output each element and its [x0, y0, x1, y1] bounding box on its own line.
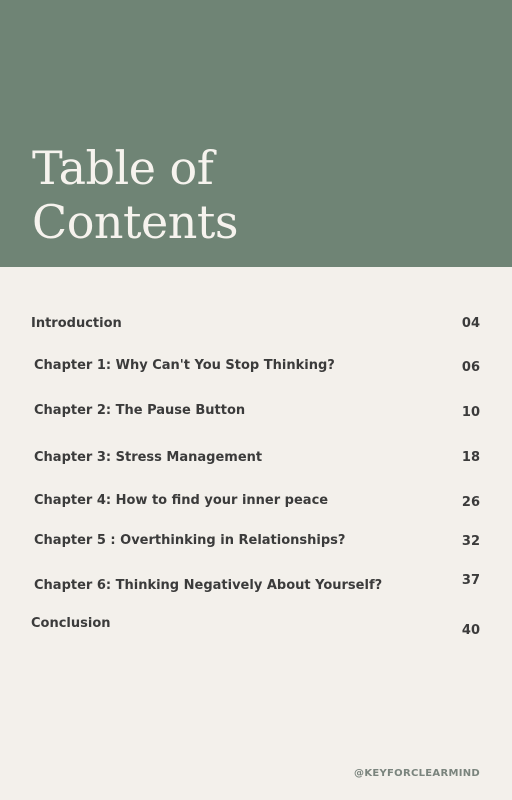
- toc-item-chapter-2[interactable]: [0, 403, 512, 423]
- toc-item-label: Conclusion: [31, 616, 111, 631]
- toc-item-label: Chapter 4: How to find your inner peace: [34, 493, 329, 508]
- toc-item-label: Chapter 5 : Overthinking in Relationships?: [34, 533, 346, 548]
- title-line-2: Contents: [32, 195, 238, 249]
- toc-item-page: 06: [461, 360, 480, 375]
- toc-item-introduction[interactable]: [0, 315, 512, 335]
- toc-item-chapter-5[interactable]: [0, 533, 512, 553]
- toc-item-page: 26: [461, 495, 480, 510]
- toc-item-chapter-3[interactable]: [0, 450, 512, 470]
- page-title: [32, 141, 238, 249]
- toc-item-label: Chapter 6: Thinking Negatively About Yourself?: [34, 578, 383, 593]
- toc-item-conclusion[interactable]: [0, 616, 512, 636]
- toc-item-label: Chapter 2: The Pause Button: [34, 403, 246, 418]
- toc-item-label: Introduction: [31, 316, 122, 331]
- toc-item-page: 10: [461, 405, 480, 420]
- toc-item-label: Chapter 1: Why Can't You Stop Thinking?: [34, 358, 335, 373]
- toc-item-page: 37: [461, 573, 480, 588]
- title-line-1: Table of: [32, 141, 214, 195]
- footer-handle: @KEYFORCLEARMIND: [354, 768, 480, 779]
- toc-item-page: 04: [461, 316, 480, 331]
- toc-item-chapter-4[interactable]: [0, 493, 512, 513]
- toc-item-page: 40: [461, 623, 480, 638]
- toc-item-label: Chapter 3: Stress Management: [34, 450, 263, 465]
- toc-item-page: 18: [461, 450, 480, 465]
- header-banner: [0, 0, 512, 267]
- toc-item-page: 32: [461, 534, 480, 549]
- toc-item-chapter-6[interactable]: [0, 573, 512, 593]
- toc-item-chapter-1[interactable]: [0, 358, 512, 378]
